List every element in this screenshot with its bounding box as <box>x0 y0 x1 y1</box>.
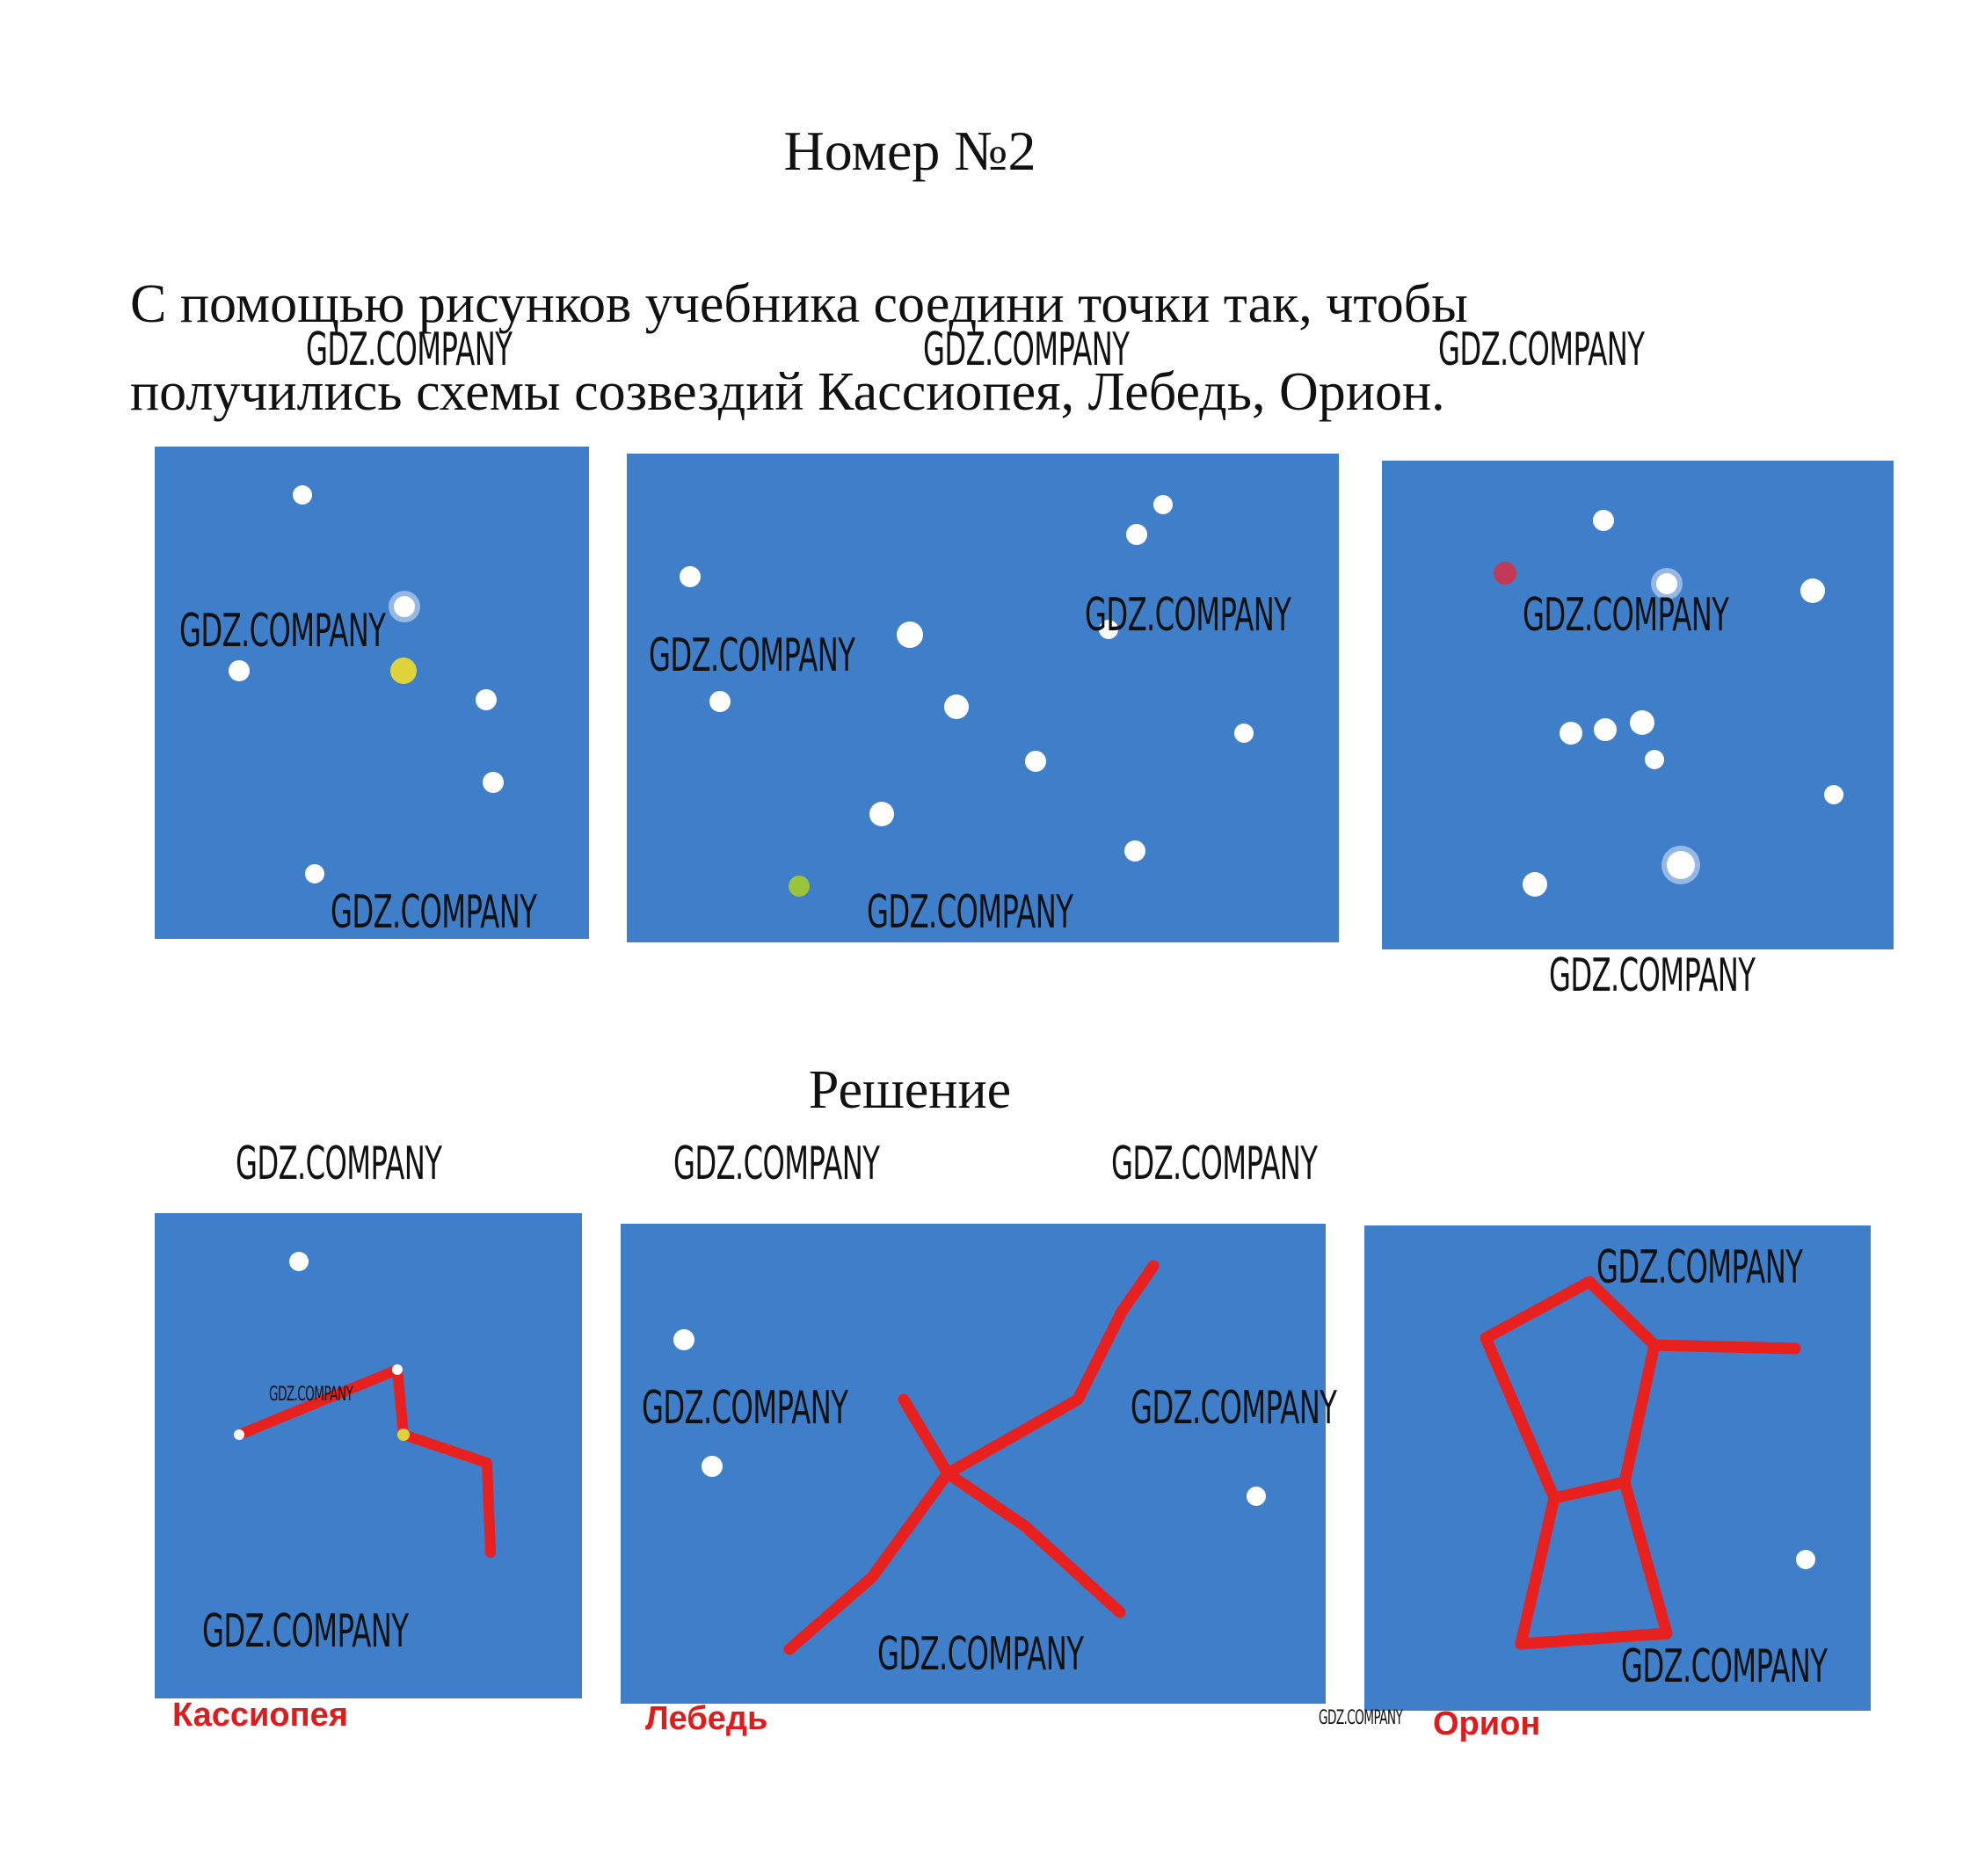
star <box>1800 578 1825 603</box>
star <box>680 566 701 587</box>
watermark: GDZ.COMPANY <box>867 886 1073 939</box>
watermark: GDZ.COMPANY <box>1621 1640 1828 1693</box>
orion-solution <box>1364 1225 1871 1711</box>
watermark: GDZ.COMPANY <box>1596 1241 1803 1294</box>
star <box>1523 872 1547 897</box>
star <box>1247 1487 1266 1506</box>
star <box>229 660 250 681</box>
star <box>1126 524 1147 545</box>
star <box>234 1429 244 1440</box>
star <box>1796 1550 1815 1569</box>
star <box>293 485 312 505</box>
cassiopeia-stars-svg <box>155 447 589 939</box>
task-line-1: С помощью рисунков учебника соедини точки так, чтобы <box>130 274 1468 334</box>
watermark: GDZ.COMPANY <box>649 629 855 682</box>
watermark: GDZ.COMPANY <box>1131 1382 1337 1435</box>
orion-star-chart <box>1382 461 1894 949</box>
star-red <box>1494 562 1516 585</box>
star <box>702 1456 723 1477</box>
caption-orion: Орион <box>1433 1705 1541 1742</box>
star <box>289 1252 309 1271</box>
solution-title: Решение <box>808 1060 1012 1120</box>
constellation-line <box>1654 1345 1795 1349</box>
star <box>897 622 923 648</box>
star <box>1630 710 1654 735</box>
star <box>1593 510 1614 531</box>
watermark: GDZ.COMPANY <box>1085 589 1291 642</box>
sky-background <box>155 447 589 939</box>
watermark: GDZ.COMPANY <box>236 1138 442 1190</box>
star <box>1824 785 1843 804</box>
star <box>1124 840 1145 862</box>
watermark: GDZ.COMPANY <box>1549 949 1756 1002</box>
star <box>1153 495 1173 514</box>
caption-cygnus: Лебедь <box>645 1700 768 1737</box>
star <box>1667 851 1695 879</box>
star <box>394 596 415 617</box>
page-title: Номер №2 <box>783 120 1036 182</box>
watermark-small: GDZ.COMPANY <box>269 1384 353 1406</box>
star <box>709 691 731 712</box>
caption-cassiopeia: Кассиопея <box>172 1697 348 1734</box>
star <box>305 864 324 883</box>
watermark: GDZ.COMPANY <box>179 605 386 658</box>
star <box>1594 718 1617 741</box>
star-yellow <box>390 658 417 684</box>
watermark: GDZ.COMPANY <box>673 1138 880 1190</box>
watermark: GDZ.COMPANY <box>923 324 1130 376</box>
watermark: GDZ.COMPANY <box>1111 1138 1318 1190</box>
watermark: GDZ.COMPANY <box>331 886 537 939</box>
star-yellow <box>397 1429 410 1441</box>
star <box>1234 723 1254 743</box>
star <box>1025 751 1046 772</box>
star <box>869 802 894 826</box>
watermark: GDZ.COMPANY <box>306 324 513 376</box>
cassiopeia-star-chart <box>155 447 589 939</box>
cygnus-star-chart <box>627 454 1339 942</box>
star <box>483 772 504 793</box>
star <box>673 1329 694 1350</box>
star <box>392 1364 403 1375</box>
star <box>1560 722 1582 745</box>
sky-background <box>1382 461 1894 949</box>
star-green <box>789 876 810 897</box>
sky-background <box>627 454 1339 942</box>
watermark: GDZ.COMPANY <box>877 1628 1084 1681</box>
task-line-2: получились схемы созвездий Кассиопея, Лебедь, Орион. <box>130 362 1445 422</box>
watermark: GDZ.COMPANY <box>1438 324 1645 376</box>
watermark: GDZ.COMPANY <box>642 1382 848 1435</box>
orion-solution-svg <box>1364 1225 1871 1711</box>
watermark: GDZ.COMPANY <box>1523 589 1729 642</box>
star <box>944 694 969 719</box>
orion-stars-svg <box>1382 461 1894 949</box>
star <box>476 689 497 710</box>
star <box>1645 750 1664 769</box>
watermark-small: GDZ.COMPANY <box>1319 1707 1403 1729</box>
cygnus-stars-svg <box>627 454 1339 942</box>
watermark: GDZ.COMPANY <box>202 1605 409 1658</box>
